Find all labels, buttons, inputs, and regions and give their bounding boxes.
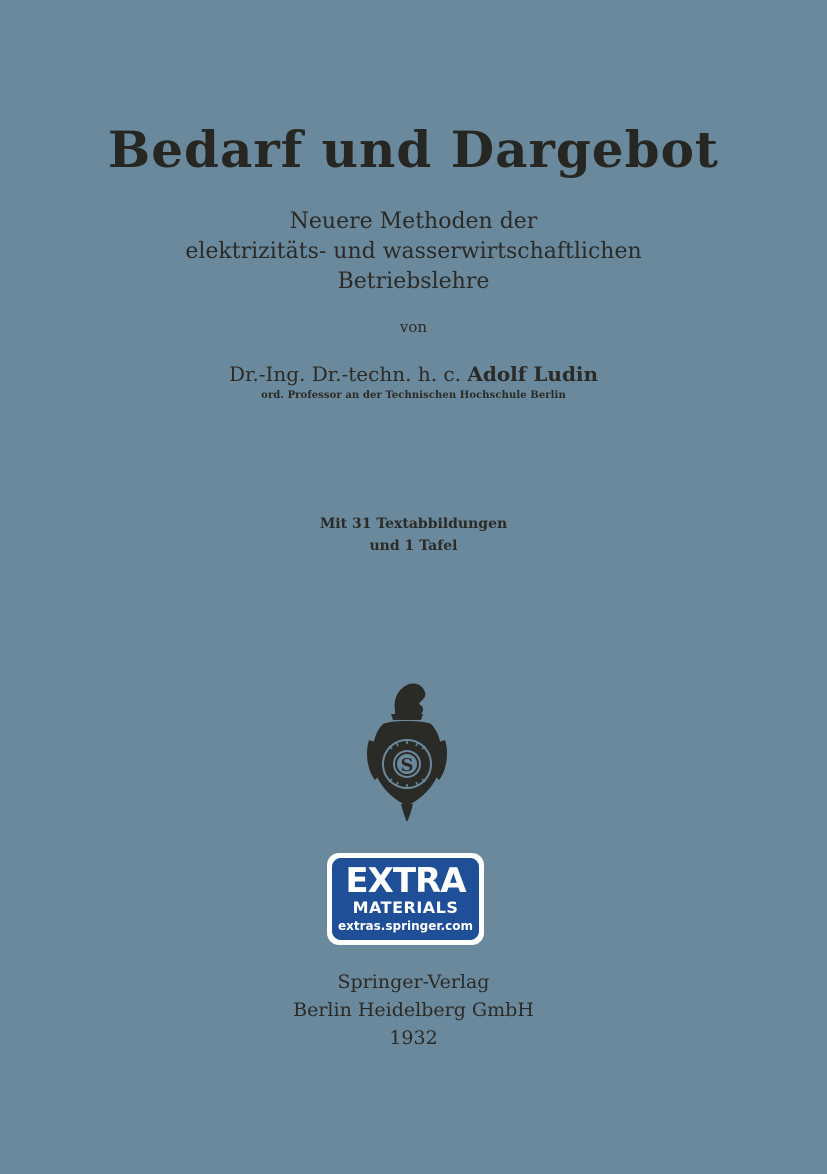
book-title: Bedarf und Dargebot xyxy=(107,120,720,179)
publisher-block xyxy=(0,968,827,1052)
badge-extra-text: EXTRA xyxy=(345,861,466,901)
author-affiliation: ord. Professor an der Technischen Hochschule Berlin xyxy=(261,390,566,401)
by-label: von xyxy=(399,318,428,336)
book-subtitle xyxy=(0,207,827,297)
subtitle-line: elektrizitäts- und wasserwirtschaftlichen xyxy=(185,239,642,264)
illustration-notes xyxy=(0,513,827,557)
emblem-monogram: S xyxy=(400,755,414,776)
publication-year: 1932 xyxy=(389,1027,438,1049)
notes-line: Mit 31 Textabbildungen xyxy=(319,516,508,532)
notes-line: und 1 Tafel xyxy=(369,538,458,554)
springer-knight-emblem-icon xyxy=(365,680,449,825)
badge-materials-text: MATERIALS xyxy=(352,898,459,917)
publisher-name: Springer-Verlag xyxy=(337,971,490,993)
publisher-place: Berlin Heidelberg GmbH xyxy=(293,999,534,1021)
extra-materials-badge[interactable] xyxy=(327,853,484,945)
author-name: Adolf Ludin xyxy=(467,362,599,386)
author-line xyxy=(0,362,827,386)
author-prefix: Dr.-Ing. Dr.-techn. h. c. xyxy=(228,362,461,386)
badge-panel xyxy=(332,858,479,940)
subtitle-line: Neuere Methoden der xyxy=(289,209,538,234)
badge-url-link[interactable]: extras.springer.com xyxy=(338,919,473,933)
subtitle-line: Betriebslehre xyxy=(337,269,490,294)
